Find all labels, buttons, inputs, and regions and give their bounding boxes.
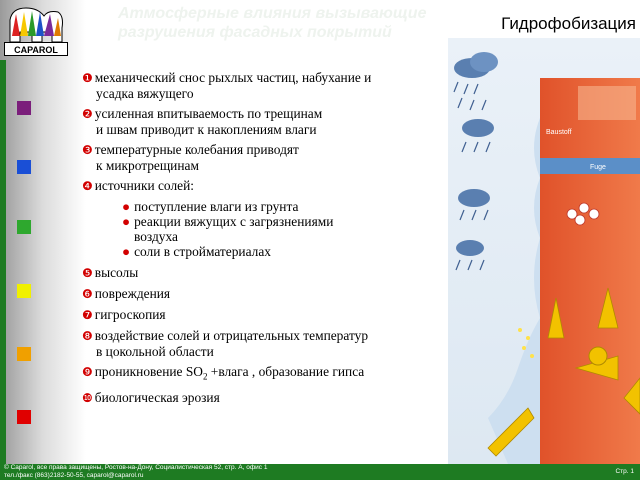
item-number: ❻ (82, 287, 93, 301)
item-text-cont: и швам приводит к накоплениям влаги (96, 122, 317, 137)
baustoff-label: Baustoff (546, 129, 572, 136)
sub-item-text: реакции вяжущих с загрязнениями (134, 214, 334, 229)
sub-item-text: поступление влаги из грунта (134, 199, 299, 214)
page-title: Гидрофобизация (501, 14, 636, 33)
logo-text: CAPAROL (4, 42, 68, 56)
item-number: ❿ (82, 390, 93, 405)
center-marker (589, 347, 607, 365)
bullet-icon: ● (122, 214, 131, 229)
item-text: воздействие солей и отрицательных температур (94, 328, 369, 343)
list-item (82, 307, 442, 323)
list-item (82, 142, 442, 173)
sub-item (82, 199, 442, 214)
item-number: ❼ (82, 308, 93, 322)
item-text: повреждения (94, 286, 171, 301)
bullet-icon: ● (122, 244, 131, 259)
legend-box (578, 86, 636, 120)
item-subscript: 2 (202, 371, 208, 382)
footer-copyright-line: © Caparol, все права защищены, Ростов-на-Дону, Социалистическая 52, стр. А, офис 1 (4, 464, 268, 471)
item-text: механический снос рыхлых частиц, набухание и (94, 70, 372, 85)
fuge-label: Fuge (590, 164, 606, 171)
list-item (82, 178, 442, 194)
sub-list (82, 199, 442, 259)
square-green (17, 220, 31, 234)
caparol-logo (4, 2, 68, 58)
square-purple (17, 101, 31, 115)
moisture-diagram (448, 38, 640, 464)
square-blue (17, 160, 31, 174)
item-number: ❹ (82, 179, 93, 193)
ghost-title: Атмосферные влияния вызывающие разрушения фасадных покрытий (118, 5, 427, 41)
sub-item (82, 244, 442, 259)
item-text-cont: усадка вяжущего (96, 86, 194, 101)
list-group-2 (82, 265, 442, 406)
footer-contacts-line: тел./факс (863)2182-50-55, caparol@caparol.ru (4, 472, 144, 479)
item-text: усиленная впитываемость по трещинам (94, 106, 323, 121)
item-text-cont: в цокольной области (96, 344, 214, 359)
item-number: ❾ (82, 365, 93, 379)
footer (0, 464, 640, 480)
item-text-cont: к микротрещинам (96, 158, 199, 173)
item-text: биологическая эрозия (94, 389, 220, 405)
list-item (82, 106, 442, 137)
bullet-icon: ● (122, 199, 131, 214)
list-item (82, 265, 442, 281)
sidebar-stripe (0, 60, 6, 464)
list-item (82, 364, 442, 385)
sub-item-text: соли в стройматериалах (134, 244, 271, 259)
item-text: проникновение SO (94, 364, 203, 379)
page-number: Стр. 1 (615, 468, 634, 475)
list-group-1 (82, 70, 442, 194)
list-item (82, 328, 442, 359)
list-item (82, 390, 442, 406)
item-number: ❷ (82, 107, 93, 121)
item-text: источники солей: (94, 178, 194, 193)
content-list (82, 70, 442, 411)
item-number: ❽ (82, 329, 93, 343)
item-number: ❸ (82, 143, 93, 157)
item-number: ❺ (82, 266, 93, 280)
list-item (82, 70, 442, 101)
list-item (82, 286, 442, 302)
sidebar (0, 0, 86, 464)
item-text: высолы (94, 265, 139, 280)
footer-copyright (4, 464, 524, 480)
item-text: гигроскопия (94, 307, 166, 322)
square-yellow (17, 284, 31, 298)
square-red (17, 410, 31, 424)
square-orange (17, 347, 31, 361)
item-text: температурные колебания приводят (94, 142, 299, 157)
item-number: ❶ (82, 71, 93, 85)
item-text-post: +влага , образование гипса (207, 364, 365, 379)
sub-item-text-cont: воздуха (134, 229, 178, 244)
elephant-logo-icon (4, 2, 68, 44)
sub-item (82, 214, 442, 244)
